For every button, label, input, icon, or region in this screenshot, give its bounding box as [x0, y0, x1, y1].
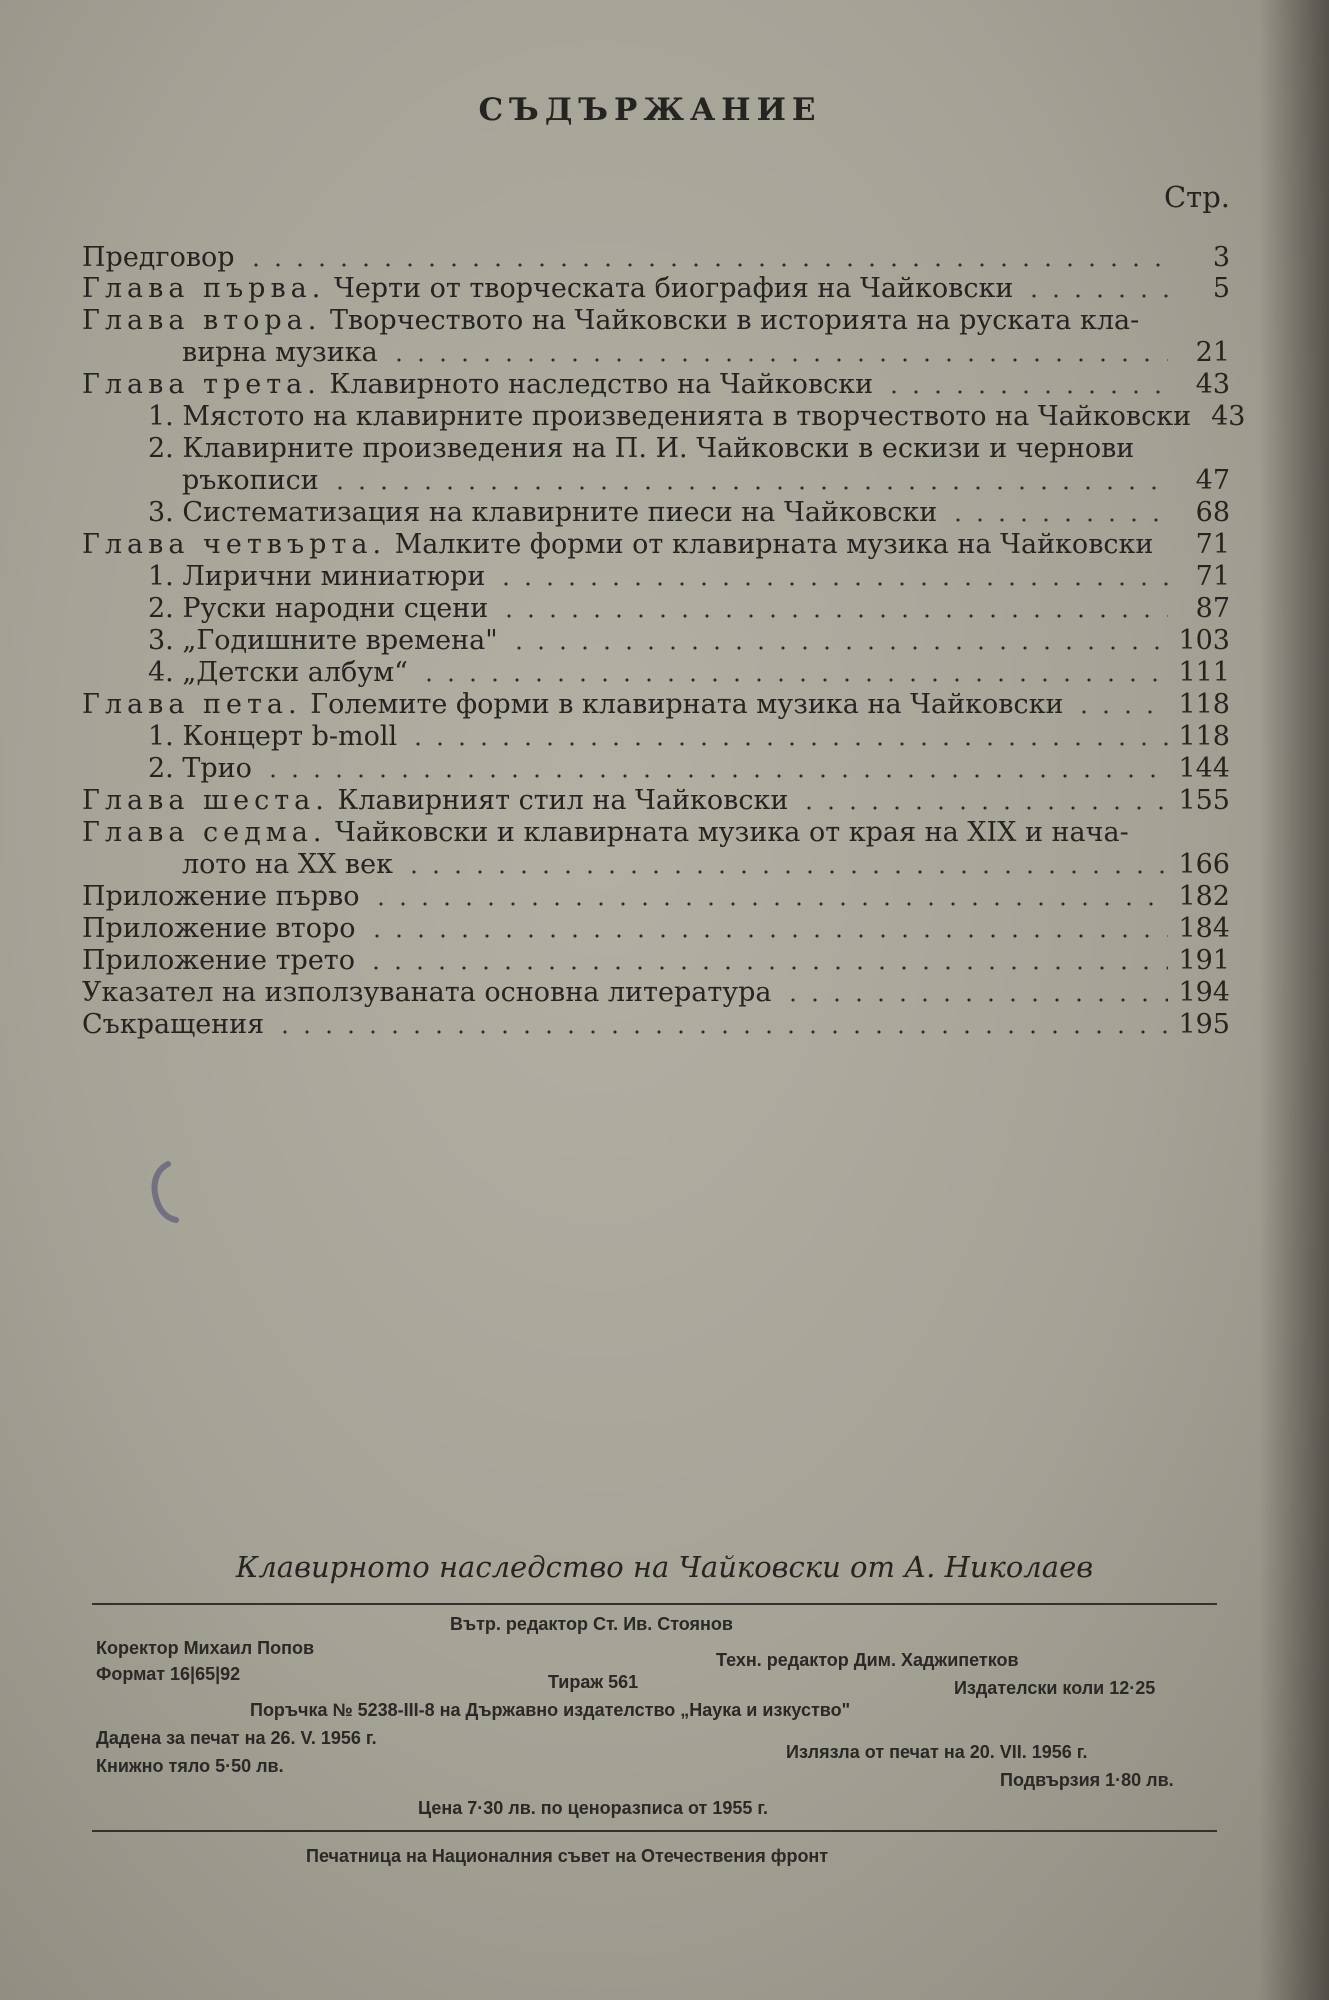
imprint-rule-top — [92, 1603, 1217, 1605]
toc-entry-section: 4. „Детски албум“ 111 — [148, 657, 1230, 688]
imprint-corrector: Коректор Михаил Попов — [96, 1638, 315, 1658]
imprint-circulation: Тираж 561 — [548, 1672, 639, 1692]
imprint-printed: Излязла от печат на 20. VII. 1956 г. — [786, 1742, 1088, 1762]
imprint-printer: Печатница на Националния съвет на Отечествения фронт — [306, 1846, 829, 1866]
toc-entry-section: 3. „Годишните времена" 103 — [148, 625, 1230, 656]
toc-entry-chapter-4: Глава четвърта. Малките форми от клавирната музика на Чайковски 71 — [82, 529, 1230, 560]
toc-entry-section: 3. Систематизация на клавирните пиеси на Чайковски 68 — [148, 497, 1230, 528]
toc-entry-appendix-1: Приложение първо 182 — [82, 881, 1230, 912]
imprint-body-price: Книжно тяло 5·50 лв. — [96, 1756, 284, 1776]
imprint-binding: Подвързия 1·80 лв. — [1000, 1770, 1174, 1790]
page-column-label: Стр. — [1163, 180, 1230, 214]
toc-entry-chapter-2: Глава втора. Творчеството на Чайковски в историята на руската кла- — [82, 305, 1140, 336]
page-edge-shadow — [1259, 0, 1329, 2000]
toc-entry-chapter-3: Глава трета. Клавирното наследство на Чайковски 43 — [82, 369, 1230, 400]
imprint-price: Цена 7·30 лв. по ценоразписа от 1955 г. — [418, 1798, 769, 1818]
toc-entry-section: 2. Клавирните произведения на П. И. Чайковски в ескизи и чернови — [148, 433, 1135, 464]
toc-entry-chapter-7-cont: лото на XX век 166 — [182, 849, 1230, 880]
ink-smudge — [146, 1160, 180, 1224]
imprint-to-print: Дадена за печат на 26. V. 1956 г. — [96, 1728, 377, 1748]
toc-entry-section: 1. Мястото на клавирните произведенията в творчеството на Чайковски 43 — [148, 401, 1246, 432]
toc-entry-chapter-5: Глава пета. Големите форми в клавирната музика на Чайковски 118 — [82, 689, 1230, 720]
toc-entry-chapter-6: Глава шеста. Клавирният стил на Чайковски 155 — [82, 785, 1230, 816]
imprint-format: Формат 16|65|92 — [96, 1664, 241, 1684]
toc-entry-abbreviations: Съкращения 195 — [82, 1009, 1230, 1040]
toc-entry-chapter-7: Глава седма. Чайковски и клавирната музика от края на XIX и нача- — [82, 817, 1129, 848]
toc-entry-chapter-2-cont: вирна музика 21 — [182, 337, 1230, 368]
imprint-book-title: Клавирното наследство на Чайковски от А. Николаев — [235, 1550, 1094, 1584]
toc-entry-section: 1. Лирични миниатюри 71 — [148, 561, 1230, 592]
imprint-inner-editor: Вътр. редактор Ст. Ив. Стоянов — [450, 1614, 733, 1634]
page-title: СЪДЪРЖАНИЕ — [478, 92, 822, 128]
toc-entry-chapter-1: Глава първа. Черти от творческата биография на Чайковски 5 — [82, 273, 1230, 304]
toc-entry-section: 1. Концерт b-moll 118 — [148, 721, 1230, 752]
toc-entry-bibliography: Указател на използуваната основна литература 194 — [82, 977, 1230, 1008]
imprint-tech-editor: Техн. редактор Дим. Хаджипетков — [716, 1650, 1019, 1670]
toc-entry-section: 2. Руски народни сцени 87 — [148, 593, 1230, 624]
toc-entry-preface: Предговор 3 — [82, 242, 1230, 273]
toc-entry-section: 2. Трио 144 — [148, 753, 1230, 784]
toc-entry-section-cont: ръкописи 47 — [182, 465, 1230, 496]
toc-entry-appendix-2: Приложение второ 184 — [82, 913, 1230, 944]
toc-entry-appendix-3: Приложение трето 191 — [82, 945, 1230, 976]
imprint-rule-bottom — [92, 1830, 1217, 1832]
imprint-sheets: Издателски коли 12·25 — [954, 1678, 1156, 1698]
imprint-order: Поръчка № 5238-III-8 на Държавно издателство „Наука и изкуство" — [250, 1700, 851, 1720]
